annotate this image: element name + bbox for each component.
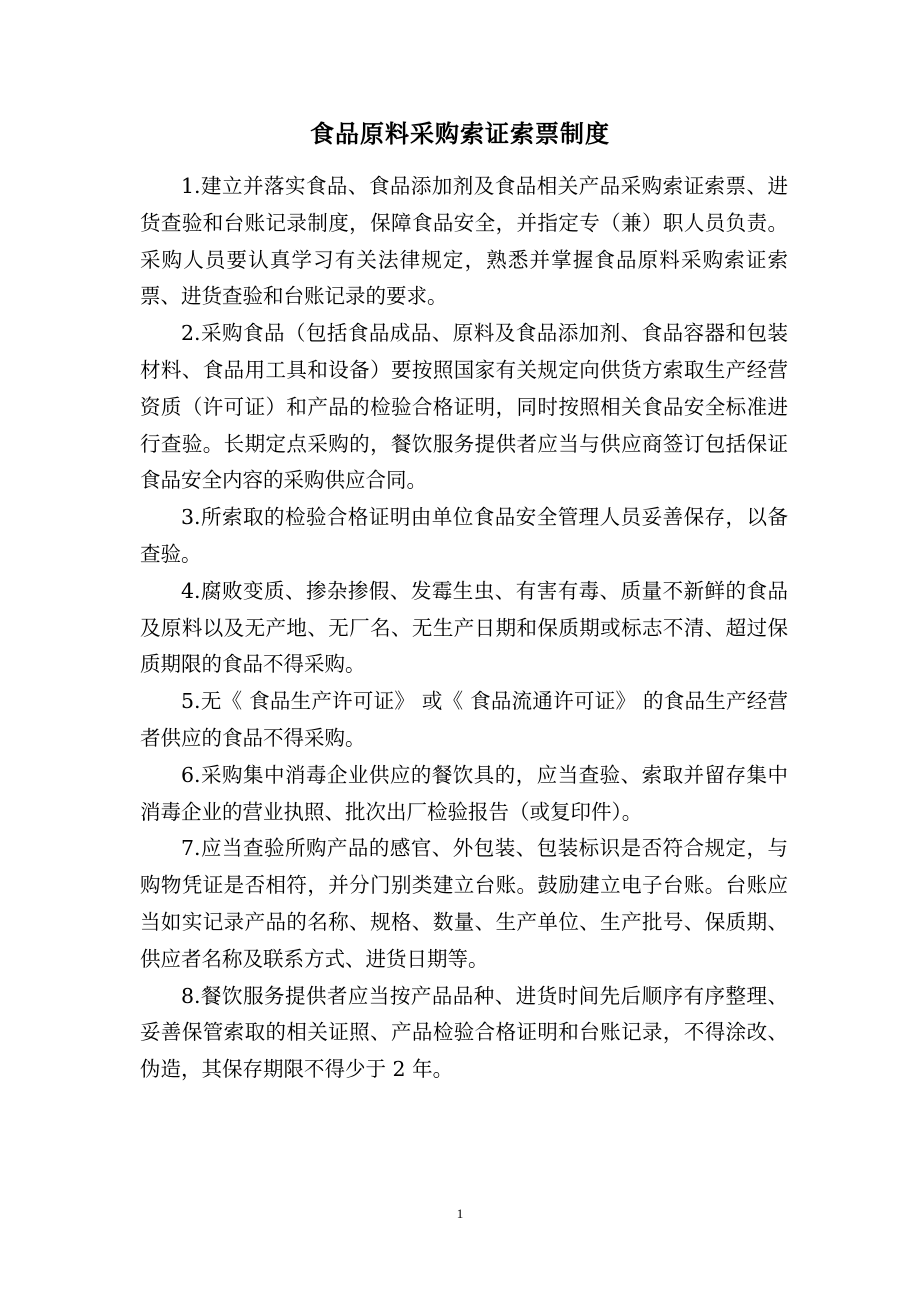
- paragraph-6: 6.采购集中消毒企业供应的餐饮具的，应当查验、索取并留存集中消毒企业的营业执照、批次出厂检验报告（或复印件）。: [140, 762, 788, 824]
- paragraph-4: 4.腐败变质、掺杂掺假、发霉生虫、有害有毒、质量不新鲜的食品及原料以及无产地、无厂名、无生产日期和保质期或标志不清、超过保质期限的食品不得采购。: [140, 578, 788, 677]
- document-title: 食品原料采购索证索票制度: [310, 120, 610, 148]
- paragraph-8: 8.餐饮服务提供者应当按产品品种、进货时间先后顺序有序整理、妥善保管索取的相关证照、产品检验合格证明和台账记录，不得涂改、伪造，其保存期限不得少于 2 年。: [140, 983, 788, 1082]
- paragraph-2: 2.采购食品（包括食品成品、原料及食品添加剂、食品容器和包装材料、食品用工具和设备）要按照国家有关规定向供货方索取生产经营资质（许可证）和产品的检验合格证明，同时按照相关食品安全标准进行查验。长期定点采购的，餐饮服务提供者应当与供应商签订包括保证食品安全内容的采购供应合同。: [140, 321, 788, 493]
- page-number: 1: [456, 1206, 464, 1221]
- paragraph-3: 3.所索取的检验合格证明由单位食品安全管理人员妥善保存，以备查验。: [140, 505, 788, 566]
- paragraph-1: 1.建立并落实食品、食品添加剂及食品相关产品采购索证索票、进货查验和台账记录制度，保障食品安全，并指定专（兼）职人员负责。采购人员要认真学习有关法律规定，熟悉并掌握食品原料采购索证索票、进货查验和台账记录的要求。: [140, 174, 788, 309]
- document-body: [140, 168, 788, 1088]
- paragraph-5: 5.无《 食品生产许可证》 或《 食品流通许可证》 的食品生产经营者供应的食品不得采购。: [140, 689, 788, 750]
- paragraph-7: 7.应当查验所购产品的感官、外包装、包装标识是否符合规定，与购物凭证是否相符，并分门别类建立台账。鼓励建立电子台账。台账应当如实记录产品的名称、规格、数量、生产单位、生产批号、保质期、供应者名称及联系方式、进货日期等。: [140, 836, 788, 971]
